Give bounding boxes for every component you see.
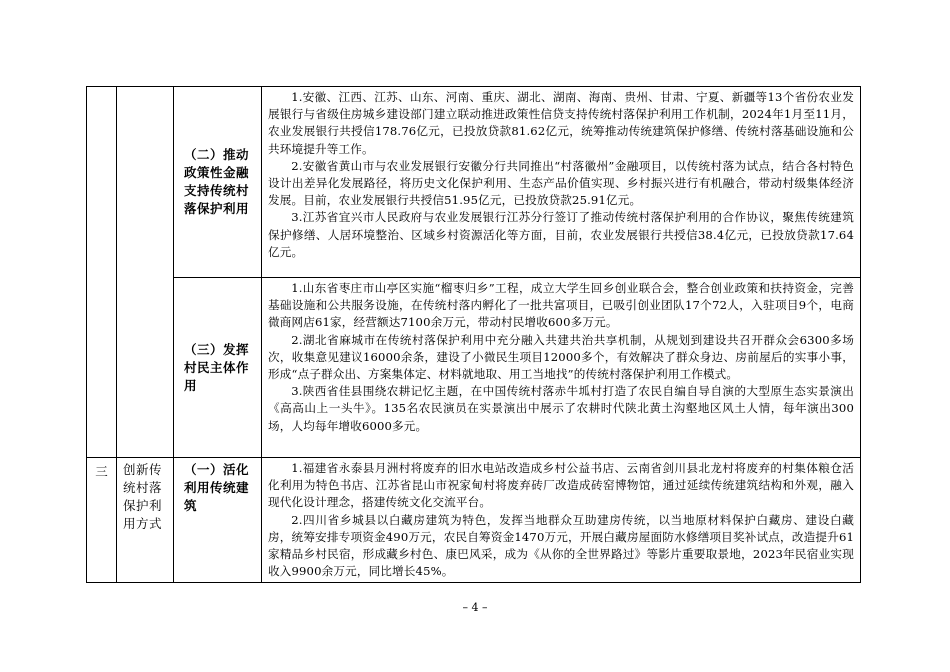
category-cell <box>117 458 174 583</box>
policy-table <box>86 86 861 583</box>
category-cell <box>117 87 174 458</box>
content-cell <box>262 87 861 278</box>
category-title: 创新传统村落保护利用方式 <box>123 462 163 531</box>
content-cell <box>262 278 861 458</box>
section-number: 三 <box>95 464 108 479</box>
section-number-cell <box>87 458 117 583</box>
content-paragraph: 2.湖北省麻城市在传统村落保护利用中充分融入共建共治共享机制，从规划到建设共召开群众会6300多场次，收集意见建议16000余条，建设了小微民生项目12000多个，有效解决了群众身边、房前屋后的实事小事，形成“点子群众出、方案集体定、材料就地取、用工当地找”的传统村落保护利用工作模式。 <box>268 332 854 382</box>
subsection-cell <box>174 87 262 278</box>
subsection-cell <box>174 278 262 458</box>
subsection-cell <box>174 458 262 583</box>
content-paragraph: 3.陕西省佳县围绕农耕记忆主题，在中国传统村落赤牛坬村打造了农民自编自导自演的大型原生态实景演出《高高山上一头牛》。135名农民演员在实景演出中展示了农耕时代陕北黄土沟壑地区风土人情，每年演出300场，人均每年增收6000多元。 <box>268 384 854 433</box>
table-row <box>87 278 861 458</box>
page-number: – 4 – <box>462 601 488 614</box>
content-cell <box>262 458 861 583</box>
content-paragraph: 1.福建省永泰县月洲村将废弃的旧水电站改造成乡村公益书店、云南省剑川县北龙村将废弃的村集体粮仓活化利用为特色书店、江苏省昆山市祝家甸村将废弃砖厂改造成砖窑博物馆，通过延续传统建筑结构和外观，融入现代化设计理念，搭建传统文化交流平台。 <box>268 461 854 510</box>
content-paragraph: 3.江苏省宜兴市人民政府与农业发展银行江苏分行签订了推动传统村落保护利用的合作协议，聚焦传统建筑保护修缮、人居环境整治、区域乡村资源活化等方面，目前，农业发展银行共授信38.4亿元，已投放贷款17.64亿元。 <box>268 210 854 259</box>
content-paragraph: 2.安徽省黄山市与农业发展银行安徽分行共同推出“村落徽州”金融项目，以传统村落为试点，结合各村特色设计出差异化发展路径，将历史文化保护利用、生态产品价值实现、乡村振兴进行有机融合，带动村级集体经济发展。目前，农业发展银行共授信51.95亿元，已投放贷款25.91亿元。 <box>268 158 854 208</box>
content-paragraph: 2.四川省乡城县以白藏房建筑为特色，发挥当地群众互助建房传统，以当地原材料保护白藏房、建设白藏房，统筹安排专项资金490万元，农民自筹资金1470万元，开展白藏房屋面防水修缮项目奖补试点，改造提升61家精品乡村民宿，形成藏乡村色、康巴风采，成为《从你的全世界路过》等影片重要取景地，2023年民宿业实现收入9900余万元，同比增长45%。 <box>268 512 854 579</box>
table-row <box>87 87 861 278</box>
content-paragraph: 1.山东省枣庄市山亭区实施“榴枣归乡”工程，成立大学生回乡创业联合会，整合创业政策和扶持资金，完善基础设施和公共服务设施，在传统村落内孵化了一批共富项目，已吸引创业团队17个72人，入驻项目9个，电商微商网店61家，经营额达7100余万元，带动村民增收600多万元。 <box>268 281 854 330</box>
content-paragraph: 1.安徽、江西、江苏、山东、河南、重庆、湖北、湖南、海南、贵州、甘肃、宁夏、新疆等13个省份农业发展银行与省级住房城乡建设部门建立联动推进政策性信贷支持传统村落保护利用工作机制，2024年1月至11月，农业发展银行共授信178.76亿元，已投放贷款81.62亿元，统筹推动传统建筑保护修缮、传统村落基础设施和公共环境提升等工作。 <box>268 90 854 156</box>
section-number-cell <box>87 87 117 458</box>
subsection-title: （一）活化利用传统建筑 <box>184 462 250 513</box>
subsection-title: （二）推动政策性金融支持传统村落保护利用 <box>184 147 250 216</box>
subsection-title: （三）发挥村民主体作用 <box>184 341 250 393</box>
table-row <box>87 458 861 583</box>
